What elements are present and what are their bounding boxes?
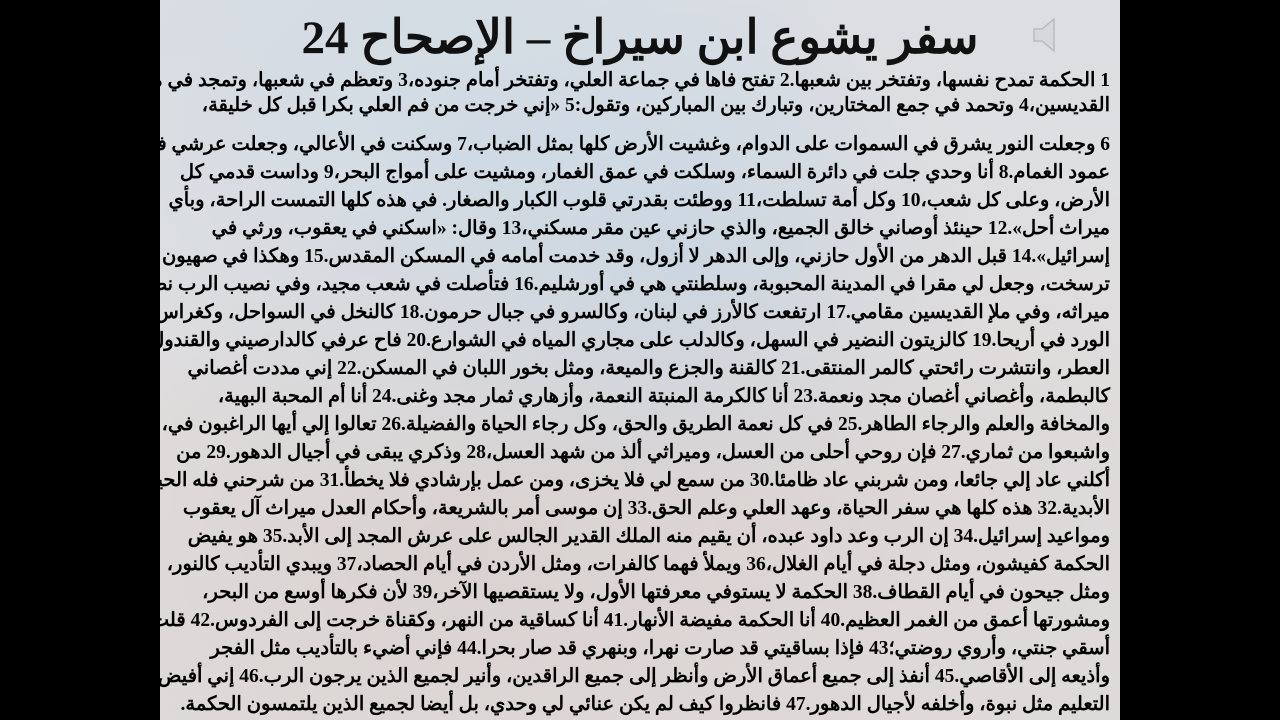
paragraph [125,131,1110,719]
text-line: التعليم مثل نبوة، وأخلفه لأجيال الدهور.47 فانظروا كيف لم يكن عنائي لي وحدي، بل أيضا لجميع الذين يلتمسون الحكمة. [180,694,1110,715]
presentation-slide [125,0,1120,720]
text-line: العطر، وانتشرت رائحتي كالمر المنتقى.21 كالقنة والجزع والميعة، ومثل بخور اللبان في المسكن.22 إني مددت أغصاني [187,358,1110,379]
text-line: والمخافة والعلم والرجاء الطاهر.25 في كل نعمة الطريق والحق، وكل رجاء الحياة والفضيلة.26 تعالوا إلي أيها الراغبون في، [161,414,1110,435]
text-line: أسقي جنتي، وأروي روضتي؛43 فإذا بساقيتي قد صارت نهرا، وبنهري قد صار بحرا.44 فإني أضيء بالتأديب مثل الفجر [210,638,1110,659]
text-line: ومشورتها أعمق من الغمر العظيم.40 أنا الحكمة مفيضة الأنهار.41 أنا كساقية من النهر، وكقناة خرجت إلى الفردوس.42 قلت [150,610,1110,631]
text-line: القديسين،4 وتحمد في جمع المختارين، وتبارك بين المباركين، وتقول:5 «إني خرجت من فم العلي بكرا قبل كل خليقة، [201,95,1110,116]
text-line: الحكمة كفيشون، ومثل دجلة في أيام الغلال،36 ويملأ فهما كالفرات، ومثل الأردن في أيام الحصاد،37 ويبدي التأديب كالنور، [166,554,1110,575]
text-line: وأذيعه إلى الأقاصي.45 أنفذ إلى جميع أعماق الأرض وأنظر إلى جميع الراقدين، وأنير لجميع الذين يرجون الرب.46 إني أفيض [157,666,1110,687]
text-line: ترسخت، وجعل لي مقرا في المدينة المحبوبة، وسلطنتي هي في أورشليم.16 فتأصلت في شعب مجيد، وفي نصيب الرب نصيب [125,274,1110,295]
text-line: ومثل جيحون في أيام القطاف.38 الحكمة لا يستوفي معرفتها الأول، ولا يستقصيها الآخر،39 لأن فكرها أوسع من البحر، [202,582,1110,603]
slide-title: سفر يشوع ابن سيراخ – الإصحاح 24 [301,12,979,64]
text-line: إسرائيل».14 قبل الدهر من الأول حازني، وإلى الدهر لا أزول، وقد خدمت أمامه في المسكن المقدس.15 وهكذا في صهيون [161,246,1110,267]
text-line: 6 وجعلت النور يشرق في السموات على الدوام، وغشيت الأرض كلها بمثل الضباب،7 وسكنت في الأعالي، وجعلت عرشي في [141,134,1110,155]
text-line: 1 الحكمة تمدح نفسها، وتفتخر بين شعبها.2 تفتح فاها في جماعة العلي، وتفتخر أمام جنوده،3 وتعظم في شعبها، وتمجد في ملإ [140,70,1110,91]
text-line: أكلني عاد إلي جائعا، ومن شربني عاد ظامئا.30 من سمع لي فلا يخزى، ومن عمل بإرشادي فلا يخطأ.31 من شرحني فله الحياة [141,470,1110,491]
text-line: الأبدية.32 هذه كلها هي سفر الحياة، وعهد العلي وعلم الحق.33 إن موسى أمر بالشريعة، وأحكام العدل ميراث آل يعقوب [182,498,1110,519]
text-line: ميراثه، وفي ملإ القديسين مقامي.17 ارتفعت كالأرز في لبنان، وكالسرو في جبال حرمون.18 كالنخل في السواحل، وكغراس [154,302,1110,323]
text-line: الأرض، وعلى كل شعب،10 وكل أمة تسلطت،11 ووطئت بقدرتي قلوب الكبار والصغار. في هذه كلها التمست الراحة، وبأي [168,190,1110,211]
text-line: الورد في أريحا.19 كالزيتون النضير في السهل، وكالدلب على مجاري المياه في الشوارع.20 فاح عرفي كالدارصيني والقندول [150,330,1110,351]
paragraph [140,68,1110,118]
text-line: عمود الغمام.8 أنا وحدي جلت في دائرة السماء، وسلكت في عمق الغمار، ومشيت على أمواج البحر،9 وداست قدمي كل [179,162,1110,183]
chapter-text [125,68,1110,719]
text-line: كالبطمة، وأغصاني أغصان مجد ونعمة.23 أنا كالكرمة المنبتة النعمة، وأزهاري ثمار مجد وغنى.24 أنا أم المحبة البهية، [217,386,1110,407]
speaker-icon[interactable] [1030,16,1070,54]
text-line: ومواعيد إسرائيل.34 إن الرب وعد داود عبده، أن يقيم منه الملك القدير الجالس على عرش المجد إلى الأبد.35 هو يفيض [187,526,1110,547]
text-line: ميراث أحل».12 حينئذ أوصاني خالق الجميع، والذي حازني عين مقر مسكني،13 وقال: «اسكني في يعقوب، ورثي في [211,218,1110,239]
text-line: واشبعوا من ثماري.27 فإن روحي أحلى من العسل، وميراثي ألذ من شهد العسل،28 وذكري يبقى في أجيال الدهور.29 من [176,442,1110,463]
